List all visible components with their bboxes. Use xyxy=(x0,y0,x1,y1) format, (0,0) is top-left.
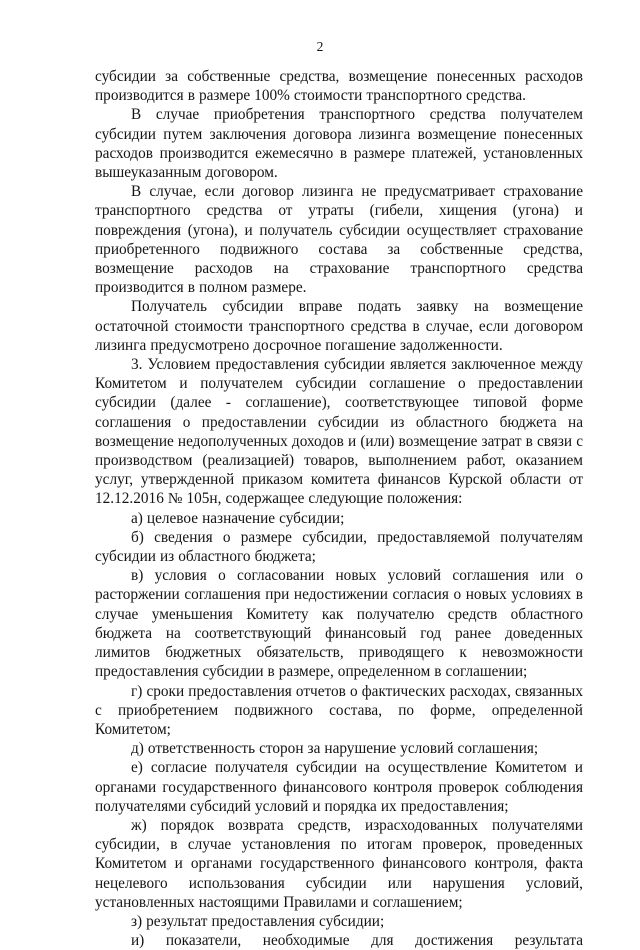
list-item-b: б) сведения о размере субсидии, предоставляемой получателям субсидии из областного бюджета; xyxy=(95,528,583,566)
paragraph-leasing: В случае приобретения транспортного средства получателем субсидии путем заключения договора лизинга возмещение понесенных расходов производится ежемесячно в размере платежей, установленных вышеуказанным договором. xyxy=(95,106,583,182)
document-body xyxy=(95,67,583,950)
list-item-e: е) согласие получателя субсидии на осуществление Комитетом и органами государственного финансового контроля проверок соблюдения получателями субсидий условий и порядка их предоставления; xyxy=(95,759,583,815)
list-item-v: в) условия о согласовании новых условий соглашения или о расторжении соглашения при недостижении согласия о новых условиях в случае уменьшения Комитету как получателю средств областного бюджета на соответствующий финансовый год ранее доведенных лимитов бюджетных обязательств, приводящего к невозможности предоставления субсидии в размере, определенном в соглашении; xyxy=(95,567,583,681)
list-item-zh: ж) порядок возврата средств, израсходованных получателями субсидии, в случае установления по итогам проверок, проведенных Комитетом и органами государственного финансового контроля, факта нецелевого использования субсидии или нарушения условий, установленных настоящими Правилами и соглашением; xyxy=(95,816,583,911)
page-number: 2 xyxy=(316,39,324,54)
list-item-i: и) показатели, необходимые для достижения результата xyxy=(131,932,583,950)
paragraph-insurance: В случае, если договор лизинга не предусматривает страхование транспортного средства от утраты (гибели, хищения (угона) и повреждения (угона), и получатель субсидии осуществляет страхование приобретенного подвижного состава за собственные средства, возмещение расходов на страхование транспортного средства производится в полном размере. xyxy=(95,183,583,297)
paragraph-residual-value: Получатель субсидии вправе подать заявку на возмещение остаточной стоимости транспортного средства в случае, если договором лизинга предусмотрено досрочное погашение задолженности. xyxy=(95,298,583,354)
paragraph-clause-3: 3. Условием предоставления субсидии является заключенное между Комитетом и получателем субсидии соглашение о предоставлении субсидии (далее - соглашение), соответствующее типовой форме соглашения о предоставлении субсидии из областного бюджета на возмещение недополученных доходов и (или) возмещение затрат в связи с производством (реализацией) товаров, выполнением работ, оказанием услуг, утвержденной приказом комитета финансов Курской области от 12.12.2016 № 105н, содержащее следующие положения: xyxy=(95,356,583,508)
paragraph-continuation: субсидии за собственные средства, возмещение понесенных расходов производится в размере 100% стоимости транспортного средства. xyxy=(95,68,583,105)
list-item-d: д) ответственность сторон за нарушение условий соглашения; xyxy=(131,740,539,758)
list-item-z: з) результат предоставления субсидии; xyxy=(131,912,385,930)
list-item-g: г) сроки предоставления отчетов о фактических расходах, связанных с приобретением подвижного состава, по форме, определенной Комитетом; xyxy=(95,682,583,738)
list-item-a: а) целевое назначение субсидии; xyxy=(131,509,345,527)
